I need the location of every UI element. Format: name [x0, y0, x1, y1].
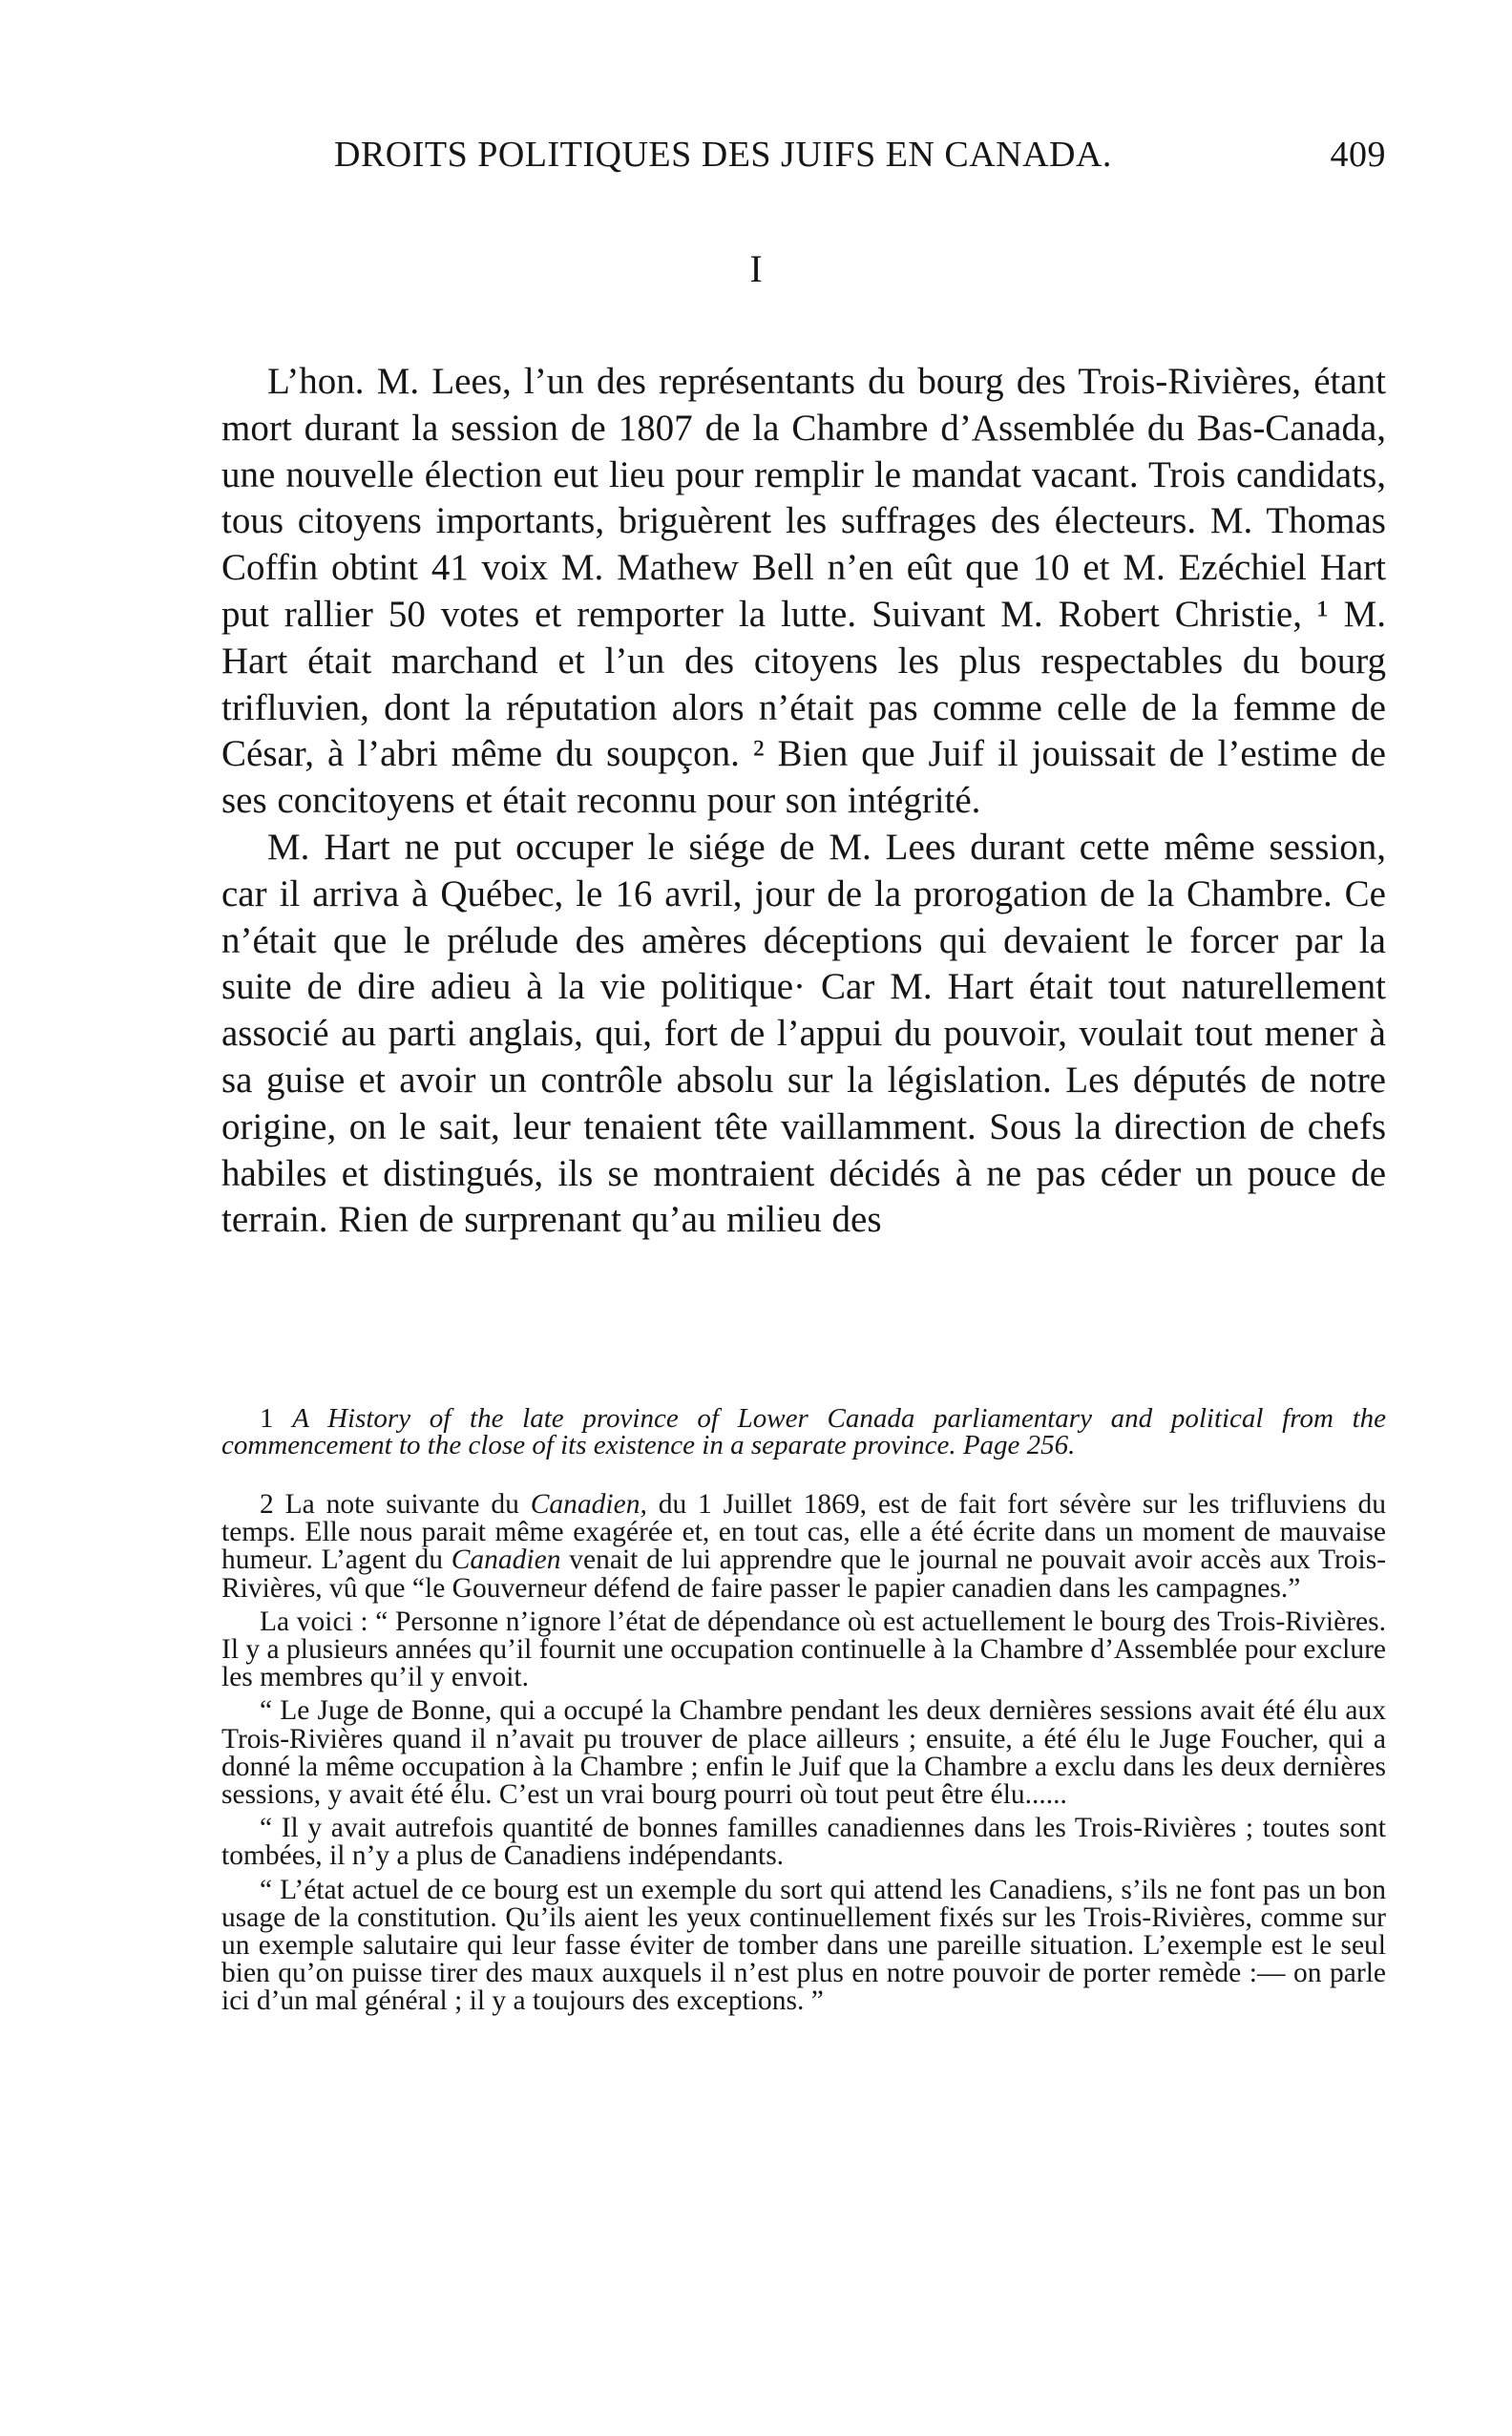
footnote-quote: “ Il y avait autrefois quantité de bonnes familles canadiennes dans les Trois-Rivières ; toutes sont tombées, il n’y a plus de Canadiens indépendants.: [221, 1813, 1386, 1872]
footnote-2-tail: venait de lui apprendre que le journal ne pouvait avoir accès aux Trois-Rivières, vû que “le Gouverneur défend de faire passer le papier canadien dans les campagnes.”: [221, 1544, 1387, 1604]
newspaper-title: Canadien: [451, 1544, 561, 1576]
footnote-mark: 1: [260, 1403, 274, 1434]
running-title: DROITS POLITIQUES DES JUIFS EN CANADA.: [334, 135, 1112, 175]
footnote-2-after: du 1 Juillet 1869, est de fait fort sévère sur les trifluviens du temps. Elle nous parait même exagérée et, en tout cas, elle a été écrite dans un moment de mauvaise humeur. L’agent du: [221, 1489, 1387, 1576]
footnotes: [221, 1405, 1386, 2016]
footnote-1: [221, 1405, 1386, 1459]
body-paragraph: L’hon. M. Lees, l’un des représentants du bourg des Trois-Rivières, étant mort durant la session de 1807 de la Chambre d’Assemblée du Bas-Canada, une nouvelle élection eut lieu pour remplir le mandat vacant. Trois candidats, tous citoyens importants, briguèrent les suffrages des électeurs. M. Thomas Coffin obtint 41 voix M. Mathew Bell n’en eût que 10 et M. Ezéchiel Hart put rallier 50 votes et remporter la lutte. Suivant M. Robert Christie, ¹ M. Hart était marchand et l’un des citoyens les plus respectables du bourg trifluvien, dont la réputation alors n’était pas comme celle de la femme de César, à l’abri même du soupçon. ² Bien que Juif il jouissait de l’estime de ses concitoyens et était reconnu pour son intégrité.: [221, 361, 1386, 822]
newspaper-title: Canadien,: [530, 1489, 647, 1520]
footnote-2-lead: La note suivante du: [284, 1489, 519, 1520]
footnote-1-text: A History of the late province of Lower Canada parliamentary and political from the commencement to the close of its existence in a separate province. Page 256.: [221, 1403, 1387, 1460]
footnote-2: [221, 1491, 1386, 1603]
footnote-mark: 2: [260, 1489, 274, 1520]
footnote-quote: “ Le Juge de Bonne, qui a occupé la Chambre pendant les deux dernières sessions avait été élu aux Trois-Rivières quand il n’avait pu trouver de place ailleurs ; ensuite, a été élu le Juge Foucher, qui a donné la même occupation à la Chambre ; enfin le Juif que la Chambre a exclu dans les deux dernières sessions, y avait été élu. C’est un vrai bourg pourri où tout peut être élu......: [221, 1695, 1386, 1811]
footnote-quote: La voici : “ Personne n’ignore l’état de dépendance où est actuellement le bourg des Trois-Rivières. Il y a plusieurs années qu’il fournit une occupation continuelle à la Chambre d’Assemblée pour exclure les membres qu’il y envoit.: [221, 1606, 1386, 1693]
section-number: I: [749, 247, 763, 290]
footnote-quote: “ L’état actuel de ce bourg est un exemple du sort qui attend les Canadiens, s’ils ne font pas un bon usage de la constitution. Qu’ils aient les yeux continuellement fixés sur les Trois-Rivières, comme sur un exemple salutaire qui leur fasse éviter de tomber dans une pareille situation. L’exemple est le seul bien qu’on puisse tirer des maux auxquels il n’est plus en notre pouvoir de porter remède :— on parle ici d’un mal général ; il y a toujours des exceptions. ”: [221, 1874, 1386, 2017]
body-text: [221, 359, 1386, 1244]
body-paragraph: M. Hart ne put occuper le siége de M. Lees durant cette même session, car il arriva à Québec, le 16 avril, jour de la prorogation de la Chambre. Ce n’était que le prélude des amères déceptions qui devaient le forcer par la suite de dire adieu à la vie politique· Car M. Hart était tout naturellement associé au parti anglais, qui, fort de l’appui du pouvoir, voulait tout mener à sa guise et avoir un contrôle absolu sur la législation. Les députés de notre origine, on le sait, leur tenaient tête vaillamment. Sous la direction de chefs habiles et distingués, ils se montraient décidés à ne pas céder un pouce de terrain. Rien de surprenant qu’au milieu des: [221, 826, 1386, 1241]
page-number: 409: [1330, 135, 1386, 175]
